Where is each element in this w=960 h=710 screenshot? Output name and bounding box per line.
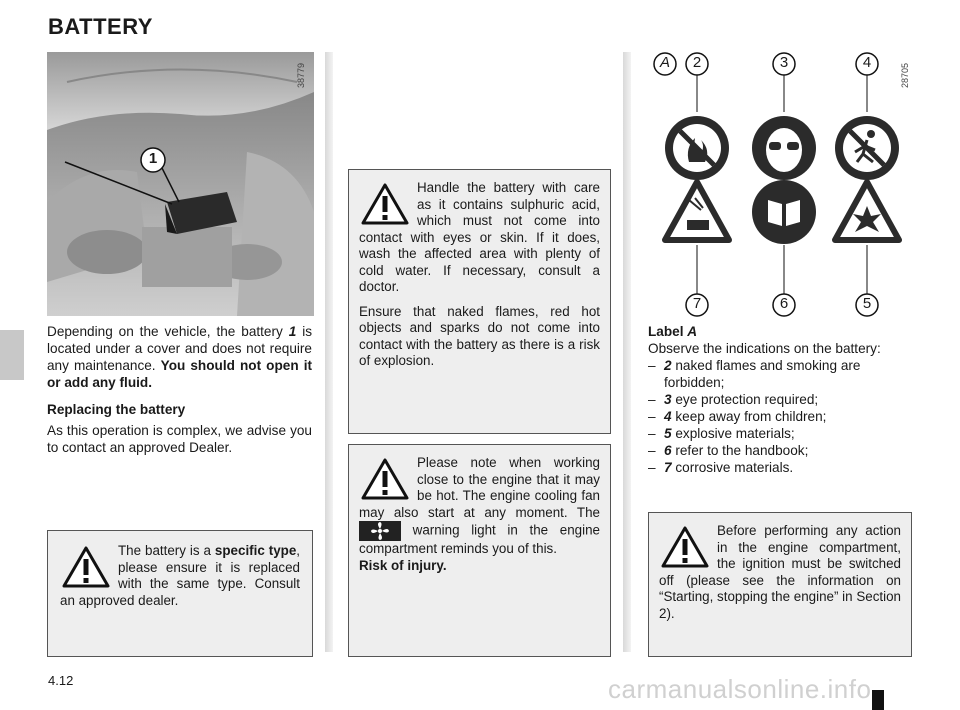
callout-5: 5 — [862, 295, 872, 312]
list-item: – 7 corrosive materials. — [648, 460, 794, 475]
column-divider-right — [623, 52, 631, 652]
acid-warning-box — [348, 169, 611, 434]
callout-3: 3 — [779, 54, 789, 71]
explosion-risk-text: Ensure that naked flames, red hot objects and sparks do not come into contact with the battery as there is a risk of explosion. — [359, 303, 600, 368]
list-item: – 5 explosive materials; — [648, 426, 795, 441]
list-item: – 6 refer to the handbook; — [648, 443, 809, 458]
acid-handling-text: Handle the battery with care as it contains sulphuric acid, which must not come into contact with eyes or skin. If it does, wash the affected area with plenty of cold water. If necessary, consult a doctor. — [359, 180, 600, 294]
callout-1: 1 — [148, 150, 158, 167]
engine-bay-photo — [47, 52, 314, 316]
engine-hot-warning-box — [348, 444, 611, 657]
warning-triangle-icon — [361, 457, 409, 501]
photo-code: 38779 — [296, 62, 306, 88]
left-body-text — [47, 323, 312, 466]
list-item: – 4 keep away from children; — [648, 409, 827, 424]
warning-triangle-icon — [62, 545, 110, 589]
callout-7: 7 — [692, 295, 702, 312]
ignition-warning-box — [648, 512, 912, 657]
battery-label-illustration — [645, 50, 915, 320]
page-number: 4.12 — [48, 673, 74, 688]
list-item: – 3 eye protection required; — [648, 392, 819, 407]
engine-bay-illustration — [47, 52, 314, 316]
label-a-intro: Observe the indications on the battery: — [648, 341, 881, 356]
callout-2: 2 — [692, 54, 702, 71]
watermark: carmanualsonline.info — [608, 674, 872, 704]
callout-4: 4 — [862, 54, 872, 71]
replacing-heading: Replacing the battery — [47, 402, 186, 417]
list-item: – 2 naked flames and smoking are forbidden; — [648, 358, 861, 390]
column-divider-left — [325, 52, 333, 652]
label-a-description — [648, 323, 916, 476]
label-a-heading: Label A — [648, 324, 698, 339]
label-figure-code: 28705 — [900, 62, 910, 88]
specific-type-warning-box — [47, 530, 313, 657]
warning-triangle-icon — [661, 525, 709, 569]
specific-type-text: The battery is a specific type, please ensure it is replaced with the same type. Consult an approved dealer. — [60, 543, 301, 608]
callout-6: 6 — [779, 295, 789, 312]
warning-triangle-icon — [361, 182, 409, 226]
section-tab — [0, 330, 24, 380]
battery-label-figure — [645, 50, 915, 320]
page-title: BATTERY — [48, 14, 153, 39]
label-letter-a: A — [659, 54, 670, 71]
ignition-off-text: Before performing any action in the engine compartment, the ignition must be switched off (please see the information on “Starting, stopping the engine” in Section 2). — [659, 523, 901, 621]
replacing-paragraph: As this operation is complex, we advise you to contact an approved Dealer. — [47, 423, 312, 455]
battery-location-paragraph: Depending on the vehicle, the battery 1 is located under a cover and does not require any maintenance. You should not open it or add any fluid. — [47, 324, 313, 390]
fan-warning-icon — [359, 521, 401, 541]
page-edge-mark — [872, 690, 884, 710]
engine-hot-text: Please note when working close to the engine that it may be hot. The engine cooling fan may also start at any moment. The warning light in the engine compartment reminds you of this. Risk of injury. — [359, 455, 600, 573]
